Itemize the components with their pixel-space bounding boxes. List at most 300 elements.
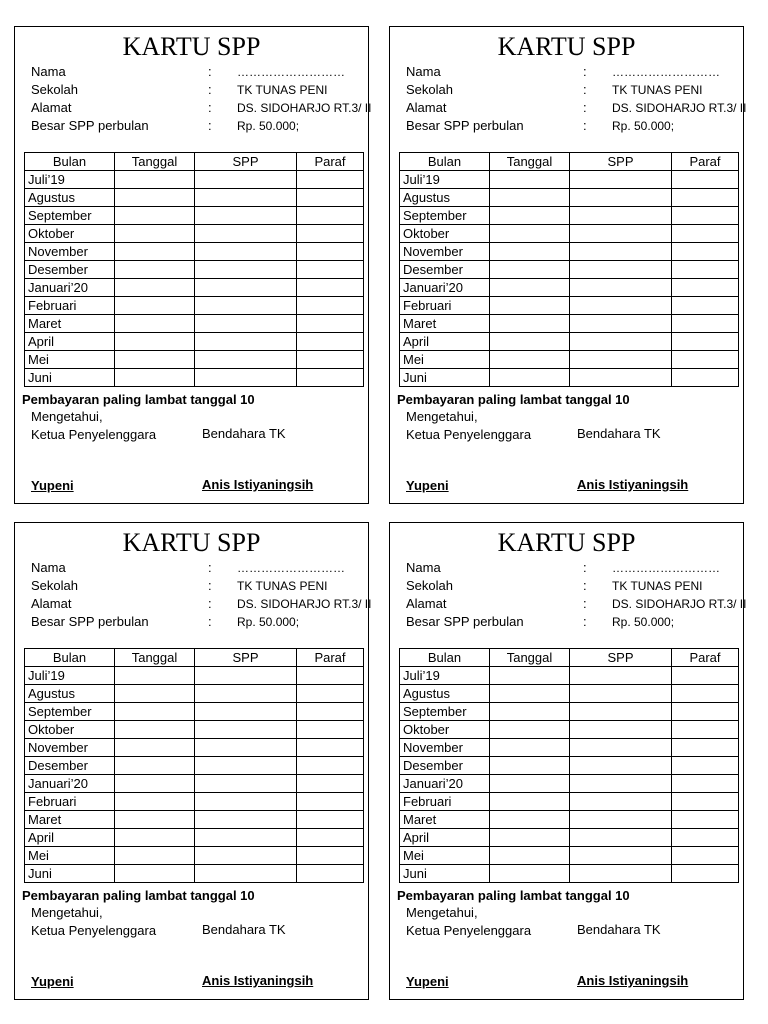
signer-treasurer-name: Anis Istiyaningsih: [202, 973, 314, 988]
cell-paraf: [672, 171, 739, 189]
cell-spp: [195, 847, 297, 865]
cell-paraf: [297, 685, 364, 703]
cell-bulan: Maret: [400, 315, 490, 333]
cell-paraf: [297, 757, 364, 775]
table-row: [25, 757, 364, 775]
cell-tanggal: [490, 315, 570, 333]
cell-tanggal: [490, 171, 570, 189]
cell-spp: [195, 207, 297, 225]
table-body: [25, 171, 364, 387]
cell-spp: [195, 333, 297, 351]
cell-bulan: April: [400, 829, 490, 847]
column-header-paraf: Paraf: [297, 649, 364, 667]
cell-tanggal: [115, 369, 195, 387]
student-info: [406, 559, 747, 631]
cell-paraf: [297, 775, 364, 793]
field-value: TK TUNAS PENI: [237, 579, 328, 593]
field-value: DS. SIDOHARJO RT.3/ II: [237, 101, 372, 115]
cell-paraf: [672, 829, 739, 847]
cell-tanggal: [115, 829, 195, 847]
cell-paraf: [297, 297, 364, 315]
cell-tanggal: [115, 297, 195, 315]
signer-chair-name: Yupeni: [406, 478, 449, 493]
cell-spp: [195, 685, 297, 703]
field-colon: :: [208, 100, 212, 115]
table-row: [400, 297, 739, 315]
cell-tanggal: [115, 667, 195, 685]
cell-paraf: [672, 189, 739, 207]
column-header-paraf: Paraf: [672, 649, 739, 667]
cell-spp: [195, 829, 297, 847]
table-row: [400, 261, 739, 279]
field-label: Sekolah: [406, 82, 453, 97]
cell-paraf: [672, 243, 739, 261]
info-row-sekolah: [31, 81, 361, 99]
field-colon: :: [583, 578, 587, 593]
column-header-tanggal: Tanggal: [115, 153, 195, 171]
cell-tanggal: [115, 703, 195, 721]
field-colon: :: [583, 614, 587, 629]
cell-paraf: [297, 847, 364, 865]
field-colon: :: [583, 100, 587, 115]
table-row: [25, 667, 364, 685]
cell-paraf: [672, 315, 739, 333]
info-row-sekolah: [406, 577, 736, 595]
table-header-row: [400, 153, 739, 171]
cell-paraf: [672, 847, 739, 865]
table-row: [25, 721, 364, 739]
payment-deadline-note: Pembayaran paling lambat tanggal 10: [397, 392, 630, 407]
cell-tanggal: [490, 865, 570, 883]
cell-spp: [570, 667, 672, 685]
field-label: Nama: [31, 560, 66, 575]
cell-bulan: September: [25, 703, 115, 721]
cell-spp: [570, 207, 672, 225]
table-row: [400, 847, 739, 865]
table-row: [25, 171, 364, 189]
field-value: TK TUNAS PENI: [237, 83, 328, 97]
cell-paraf: [297, 811, 364, 829]
field-label: Sekolah: [406, 578, 453, 593]
field-value: Rp. 50.000;: [237, 119, 300, 133]
cell-tanggal: [490, 207, 570, 225]
cell-paraf: [672, 667, 739, 685]
table-row: [400, 703, 739, 721]
cell-paraf: [672, 369, 739, 387]
field-value: DS. SIDOHARJO RT.3/ II: [237, 597, 372, 611]
payment-table: [24, 152, 364, 387]
cell-tanggal: [490, 775, 570, 793]
cell-tanggal: [115, 261, 195, 279]
table-row: [25, 685, 364, 703]
table-row: [25, 333, 364, 351]
cell-spp: [570, 279, 672, 297]
card-title: KARTU SPP: [497, 528, 636, 557]
table-row: [400, 721, 739, 739]
cell-bulan: Oktober: [400, 721, 490, 739]
student-info: [31, 559, 372, 631]
cell-spp: [195, 757, 297, 775]
table-row: [400, 685, 739, 703]
acknowledged-label: Mengetahui,: [406, 409, 478, 424]
field-value: ………………………: [612, 65, 720, 79]
cell-spp: [195, 793, 297, 811]
cell-spp: [195, 703, 297, 721]
cell-tanggal: [115, 739, 195, 757]
table-row: [400, 865, 739, 883]
acknowledged-label: Mengetahui,: [31, 409, 103, 424]
table-row: [25, 703, 364, 721]
info-row-alamat: [406, 595, 747, 613]
table-row: [25, 207, 364, 225]
column-header-bulan: Bulan: [400, 649, 490, 667]
cell-paraf: [297, 225, 364, 243]
role-chair: Ketua Penyelenggara: [406, 923, 532, 938]
field-colon: :: [208, 82, 212, 97]
card-title: KARTU SPP: [122, 528, 261, 557]
cell-bulan: Februari: [400, 793, 490, 811]
signer-chair-name: Yupeni: [406, 974, 449, 989]
cell-bulan: Maret: [25, 315, 115, 333]
cell-bulan: Oktober: [400, 225, 490, 243]
cell-bulan: Februari: [25, 297, 115, 315]
card-title: KARTU SPP: [122, 32, 261, 61]
cell-tanggal: [115, 225, 195, 243]
table-row: [400, 793, 739, 811]
cell-paraf: [297, 207, 364, 225]
table-header-row: [25, 649, 364, 667]
field-value: DS. SIDOHARJO RT.3/ II: [612, 101, 747, 115]
cell-spp: [570, 793, 672, 811]
cell-spp: [195, 297, 297, 315]
cell-bulan: Juni: [400, 865, 490, 883]
column-header-tanggal: Tanggal: [115, 649, 195, 667]
cell-bulan: Agustus: [400, 685, 490, 703]
info-row-sekolah: [31, 577, 361, 595]
cell-bulan: Juni: [25, 369, 115, 387]
cell-spp: [570, 351, 672, 369]
table-row: [25, 279, 364, 297]
table-row: [25, 315, 364, 333]
info-row-nama: [31, 63, 361, 81]
cell-paraf: [297, 315, 364, 333]
table-row: [400, 829, 739, 847]
cell-bulan: September: [400, 703, 490, 721]
spp-card: [14, 26, 372, 504]
cell-bulan: Desember: [400, 261, 490, 279]
cell-paraf: [297, 189, 364, 207]
cell-tanggal: [490, 333, 570, 351]
cell-bulan: Juni: [400, 369, 490, 387]
cell-spp: [195, 279, 297, 297]
cell-paraf: [672, 351, 739, 369]
field-label: Sekolah: [31, 82, 78, 97]
cell-spp: [570, 261, 672, 279]
cell-bulan: November: [25, 243, 115, 261]
table-row: [25, 847, 364, 865]
table-row: [400, 775, 739, 793]
column-header-bulan: Bulan: [400, 153, 490, 171]
cell-tanggal: [490, 261, 570, 279]
cell-tanggal: [115, 315, 195, 333]
cell-tanggal: [490, 369, 570, 387]
column-header-spp: SPP: [195, 153, 297, 171]
table-row: [400, 333, 739, 351]
acknowledged-label: Mengetahui,: [406, 905, 478, 920]
cell-spp: [195, 189, 297, 207]
cell-bulan: September: [25, 207, 115, 225]
cell-tanggal: [115, 865, 195, 883]
cell-bulan: November: [400, 243, 490, 261]
column-header-paraf: Paraf: [297, 153, 364, 171]
field-colon: :: [208, 560, 212, 575]
cell-tanggal: [490, 793, 570, 811]
cell-bulan: Maret: [400, 811, 490, 829]
column-header-spp: SPP: [195, 649, 297, 667]
field-label: Alamat: [31, 596, 72, 611]
table-header-row: [400, 649, 739, 667]
cell-bulan: Oktober: [25, 225, 115, 243]
student-info: [31, 63, 372, 135]
cell-tanggal: [490, 757, 570, 775]
table-row: [25, 775, 364, 793]
signer-treasurer-name: Anis Istiyaningsih: [577, 973, 689, 988]
cell-paraf: [672, 811, 739, 829]
cell-spp: [195, 261, 297, 279]
role-treasurer: Bendahara TK: [577, 426, 661, 441]
cell-bulan: April: [400, 333, 490, 351]
cell-paraf: [297, 793, 364, 811]
cell-paraf: [672, 261, 739, 279]
cell-tanggal: [490, 225, 570, 243]
cell-tanggal: [490, 189, 570, 207]
table-row: [25, 189, 364, 207]
table-row: [400, 279, 739, 297]
cell-bulan: September: [400, 207, 490, 225]
field-value: DS. SIDOHARJO RT.3/ II: [612, 597, 747, 611]
cell-spp: [195, 369, 297, 387]
role-chair: Ketua Penyelenggara: [406, 427, 532, 442]
field-label: Besar SPP perbulan: [406, 118, 524, 133]
cell-spp: [570, 685, 672, 703]
cell-bulan: Januari’20: [25, 279, 115, 297]
field-value: Rp. 50.000;: [612, 615, 675, 629]
field-colon: :: [583, 64, 587, 79]
cell-tanggal: [490, 685, 570, 703]
table-row: [25, 243, 364, 261]
field-colon: :: [208, 118, 212, 133]
student-info: [406, 63, 747, 135]
cell-tanggal: [115, 279, 195, 297]
cell-bulan: Februari: [400, 297, 490, 315]
field-label: Besar SPP perbulan: [406, 614, 524, 629]
cell-tanggal: [115, 333, 195, 351]
cell-tanggal: [115, 847, 195, 865]
info-row-alamat: [31, 595, 372, 613]
cell-tanggal: [490, 847, 570, 865]
spp-card: [389, 26, 747, 504]
column-header-spp: SPP: [570, 649, 672, 667]
signer-treasurer-name: Anis Istiyaningsih: [202, 477, 314, 492]
cell-paraf: [672, 793, 739, 811]
cell-spp: [195, 865, 297, 883]
cell-bulan: Mei: [25, 847, 115, 865]
cell-spp: [195, 315, 297, 333]
field-label: Nama: [406, 64, 441, 79]
cell-spp: [195, 811, 297, 829]
cell-bulan: Mei: [400, 847, 490, 865]
field-label: Alamat: [406, 100, 447, 115]
payment-deadline-note: Pembayaran paling lambat tanggal 10: [22, 392, 255, 407]
table-row: [400, 369, 739, 387]
table-row: [400, 189, 739, 207]
cell-bulan: Agustus: [25, 685, 115, 703]
column-header-spp: SPP: [570, 153, 672, 171]
info-row-nama: [406, 63, 736, 81]
cell-bulan: Juli’19: [400, 171, 490, 189]
cell-paraf: [297, 243, 364, 261]
cell-tanggal: [490, 667, 570, 685]
cell-tanggal: [115, 243, 195, 261]
cell-spp: [570, 189, 672, 207]
cell-tanggal: [115, 171, 195, 189]
field-label: Nama: [406, 560, 441, 575]
cell-spp: [570, 315, 672, 333]
field-colon: :: [208, 64, 212, 79]
field-value: Rp. 50.000;: [612, 119, 675, 133]
cell-paraf: [297, 721, 364, 739]
field-value: Rp. 50.000;: [237, 615, 300, 629]
cell-spp: [570, 171, 672, 189]
cell-spp: [195, 739, 297, 757]
cell-tanggal: [490, 279, 570, 297]
cell-tanggal: [490, 829, 570, 847]
cell-spp: [195, 225, 297, 243]
field-colon: :: [583, 596, 587, 611]
card-title: KARTU SPP: [497, 32, 636, 61]
cell-bulan: Oktober: [25, 721, 115, 739]
cell-paraf: [672, 739, 739, 757]
cell-spp: [570, 811, 672, 829]
spp-card: [389, 522, 747, 1000]
cell-bulan: November: [25, 739, 115, 757]
cell-spp: [570, 297, 672, 315]
table-row: [400, 757, 739, 775]
column-header-bulan: Bulan: [25, 649, 115, 667]
table-row: [400, 811, 739, 829]
cell-paraf: [297, 703, 364, 721]
info-row-sekolah: [406, 81, 736, 99]
field-colon: :: [583, 560, 587, 575]
cell-paraf: [672, 757, 739, 775]
payment-table: [399, 648, 739, 883]
cell-bulan: Agustus: [25, 189, 115, 207]
cell-bulan: Desember: [400, 757, 490, 775]
field-value: TK TUNAS PENI: [612, 579, 703, 593]
table-row: [25, 261, 364, 279]
signer-chair-name: Yupeni: [31, 478, 74, 493]
cell-spp: [570, 829, 672, 847]
cell-tanggal: [490, 811, 570, 829]
cell-paraf: [297, 171, 364, 189]
field-label: Sekolah: [31, 578, 78, 593]
role-treasurer: Bendahara TK: [577, 922, 661, 937]
field-colon: :: [208, 578, 212, 593]
cell-bulan: Juli’19: [25, 667, 115, 685]
cell-paraf: [672, 703, 739, 721]
acknowledged-label: Mengetahui,: [31, 905, 103, 920]
cell-paraf: [672, 775, 739, 793]
cell-paraf: [672, 207, 739, 225]
table-row: [400, 351, 739, 369]
table-row: [25, 225, 364, 243]
table-row: [400, 739, 739, 757]
info-row-besar-spp: [31, 117, 361, 135]
table-row: [400, 207, 739, 225]
cell-spp: [195, 775, 297, 793]
cell-spp: [570, 243, 672, 261]
cell-tanggal: [490, 243, 570, 261]
cell-tanggal: [115, 775, 195, 793]
cell-paraf: [297, 279, 364, 297]
cell-bulan: April: [25, 333, 115, 351]
cell-tanggal: [490, 703, 570, 721]
info-row-besar-spp: [406, 613, 736, 631]
cell-paraf: [672, 279, 739, 297]
cell-spp: [570, 721, 672, 739]
payment-deadline-note: Pembayaran paling lambat tanggal 10: [397, 888, 630, 903]
cell-paraf: [297, 829, 364, 847]
cell-paraf: [297, 351, 364, 369]
table-row: [400, 243, 739, 261]
cell-bulan: Agustus: [400, 189, 490, 207]
field-label: Nama: [31, 64, 66, 79]
cell-paraf: [297, 333, 364, 351]
table-row: [25, 829, 364, 847]
column-header-tanggal: Tanggal: [490, 153, 570, 171]
signer-chair-name: Yupeni: [31, 974, 74, 989]
column-header-bulan: Bulan: [25, 153, 115, 171]
cell-tanggal: [115, 811, 195, 829]
table-row: [25, 739, 364, 757]
cell-spp: [570, 775, 672, 793]
role-treasurer: Bendahara TK: [202, 426, 286, 441]
table-row: [25, 369, 364, 387]
field-label: Alamat: [31, 100, 72, 115]
cell-bulan: November: [400, 739, 490, 757]
cell-paraf: [297, 865, 364, 883]
cell-tanggal: [115, 757, 195, 775]
cell-bulan: Februari: [25, 793, 115, 811]
cell-spp: [195, 351, 297, 369]
field-colon: :: [208, 614, 212, 629]
field-value: TK TUNAS PENI: [612, 83, 703, 97]
cell-spp: [570, 757, 672, 775]
table-row: [25, 351, 364, 369]
role-treasurer: Bendahara TK: [202, 922, 286, 937]
payment-deadline-note: Pembayaran paling lambat tanggal 10: [22, 888, 255, 903]
cell-tanggal: [490, 351, 570, 369]
cell-paraf: [672, 297, 739, 315]
table-row: [400, 171, 739, 189]
cell-paraf: [672, 721, 739, 739]
cell-paraf: [297, 667, 364, 685]
cell-spp: [570, 225, 672, 243]
field-colon: :: [583, 82, 587, 97]
cell-paraf: [672, 333, 739, 351]
cell-paraf: [672, 225, 739, 243]
field-label: Alamat: [406, 596, 447, 611]
